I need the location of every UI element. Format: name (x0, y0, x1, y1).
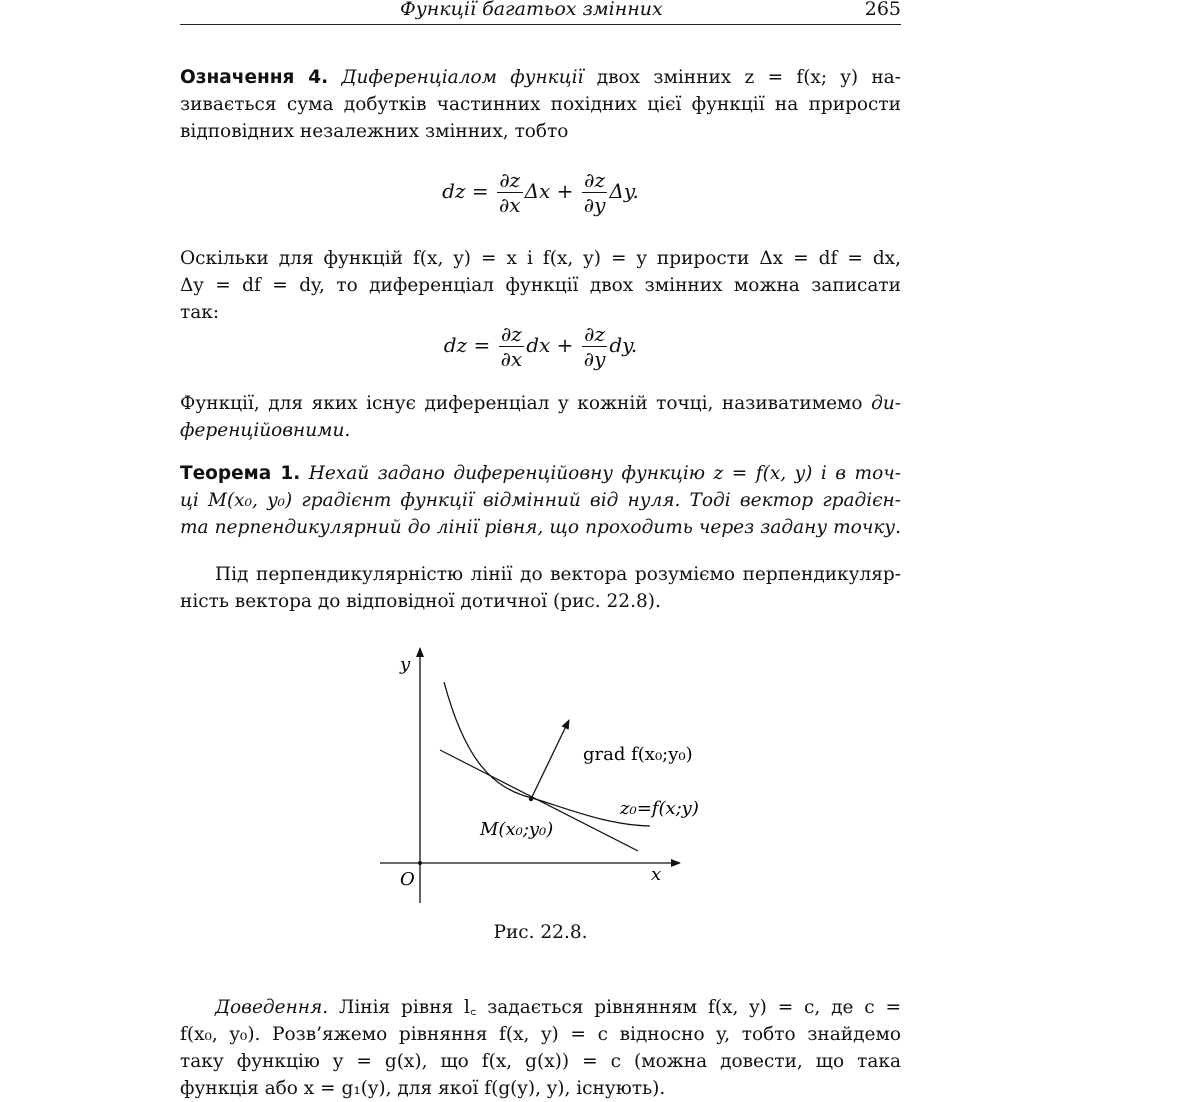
proof-paragraph (180, 994, 901, 1102)
para3-line-1-italic: ди- (871, 393, 901, 414)
para2-line-2: Δy = df = dy, то диференціал функції двох змінних можна записати (180, 275, 901, 296)
definition-label: Означення 4. (180, 67, 329, 88)
para4-line-1: Під перпендикулярністю лінії до вектора розуміємо перпендикуляр- (215, 564, 901, 585)
theorem-line-3: та перпендикулярний до лінії рівня, що проходить через задану точку. (180, 517, 901, 538)
formula1-fraction-x (497, 168, 523, 217)
proof-label: Доведення. (215, 997, 329, 1018)
formula1-fraction-y (582, 168, 608, 217)
definition-paragraph (180, 64, 901, 145)
formula2-mid: dx + (526, 333, 574, 357)
definition-line-2: зивається сума добутків частинних похідних цієї функції на прирости (180, 94, 901, 115)
gradient-arrow (531, 720, 569, 799)
proof-line-4: функція або x = g₁(y), для якої f(g(y), y), існують). (180, 1078, 666, 1099)
formula2-num2: ∂z (582, 322, 608, 347)
theorem-line-2: ці M(x₀, y₀) градієнт функції відмінний від нуля. Тоді вектор градієн- (180, 490, 901, 511)
para2-line-3: так: (180, 302, 220, 323)
running-head-title: Функції багатьох змінних (400, 0, 663, 20)
perpendicularity-paragraph (180, 561, 901, 615)
para2-line-1: Оскільки для функцій f(x, y) = x і f(x, y) = y прирости Δx = df = dx, (180, 248, 901, 269)
definition-line-1 (180, 64, 901, 91)
figure-caption: Рис. 22.8. (493, 922, 588, 943)
para3-line-1-text: Функції, для яких існує диференціал у кожній точці, називатимемо (180, 393, 863, 414)
formula2-num1: ∂z (499, 322, 525, 347)
proof-line-2: f(x₀, y₀). Розв’яжемо рівняння f(x, y) = c відносно y, тобто знайдемо (180, 1024, 901, 1045)
level-curve-label: z₀=f(x;y) (620, 798, 699, 819)
page-number: 265 (864, 0, 901, 20)
proof-line-1 (180, 994, 901, 1021)
theorem-paragraph (180, 460, 901, 541)
definition-line-3: відповідних незалежних змінних, тобто (180, 121, 569, 142)
origin-label: O (400, 869, 415, 890)
formula1-num1: ∂z (497, 168, 523, 193)
theorem-line-1-text: Нехай задано диференційовну функцію z = f(x, y) і в точ- (308, 463, 901, 484)
theorem-label: Теорема 1. (180, 463, 301, 484)
formula1-num2: ∂z (582, 168, 608, 193)
formula-differential-delta (180, 168, 901, 217)
formula2-den1: ∂x (500, 347, 523, 371)
increments-paragraph (180, 245, 901, 326)
para3-line-1 (180, 390, 901, 417)
origin-point (418, 861, 422, 865)
proof-line-3: таку функцію y = g(x), що f(x, g(x)) = c (можна довести, що така (180, 1051, 901, 1072)
definition-line-1-text: двох змінних z = f(x; y) на- (596, 67, 901, 88)
formula2-end: dy. (609, 333, 638, 357)
differentiable-paragraph (180, 390, 901, 444)
formula2-fraction-x (499, 322, 525, 371)
running-head (180, 0, 901, 25)
formula-differential-d (180, 322, 901, 371)
formula1-den1: ∂x (498, 193, 521, 217)
para3-line-2: ференційовними. (180, 420, 351, 441)
y-axis-label: y (400, 654, 411, 675)
formula1-end: Δy. (609, 179, 639, 203)
formula2-den2: ∂y (583, 347, 606, 371)
formula1-mid: Δx + (524, 179, 574, 203)
point-label: M(x₀;y₀) (480, 819, 554, 840)
figure-22-8 (370, 640, 930, 910)
x-axis-label: x (651, 864, 662, 885)
gradient-label: grad f(x₀;y₀) (583, 744, 693, 765)
para4-line-2: ність вектора до відповідної дотичної (рис. 22.8). (180, 591, 661, 612)
formula2-lhs: dz = (443, 333, 491, 357)
theorem-line-1 (180, 460, 901, 487)
formula1-den2: ∂y (583, 193, 606, 217)
formula2-fraction-y (582, 322, 608, 371)
point-m (529, 797, 533, 801)
proof-line-1-text: Лінія рівня l꜀ задається рівнянням f(x, y) = c, де c = (338, 997, 901, 1018)
definition-term: Диференціалом функції (341, 67, 584, 88)
formula1-lhs: dz = (442, 179, 489, 203)
